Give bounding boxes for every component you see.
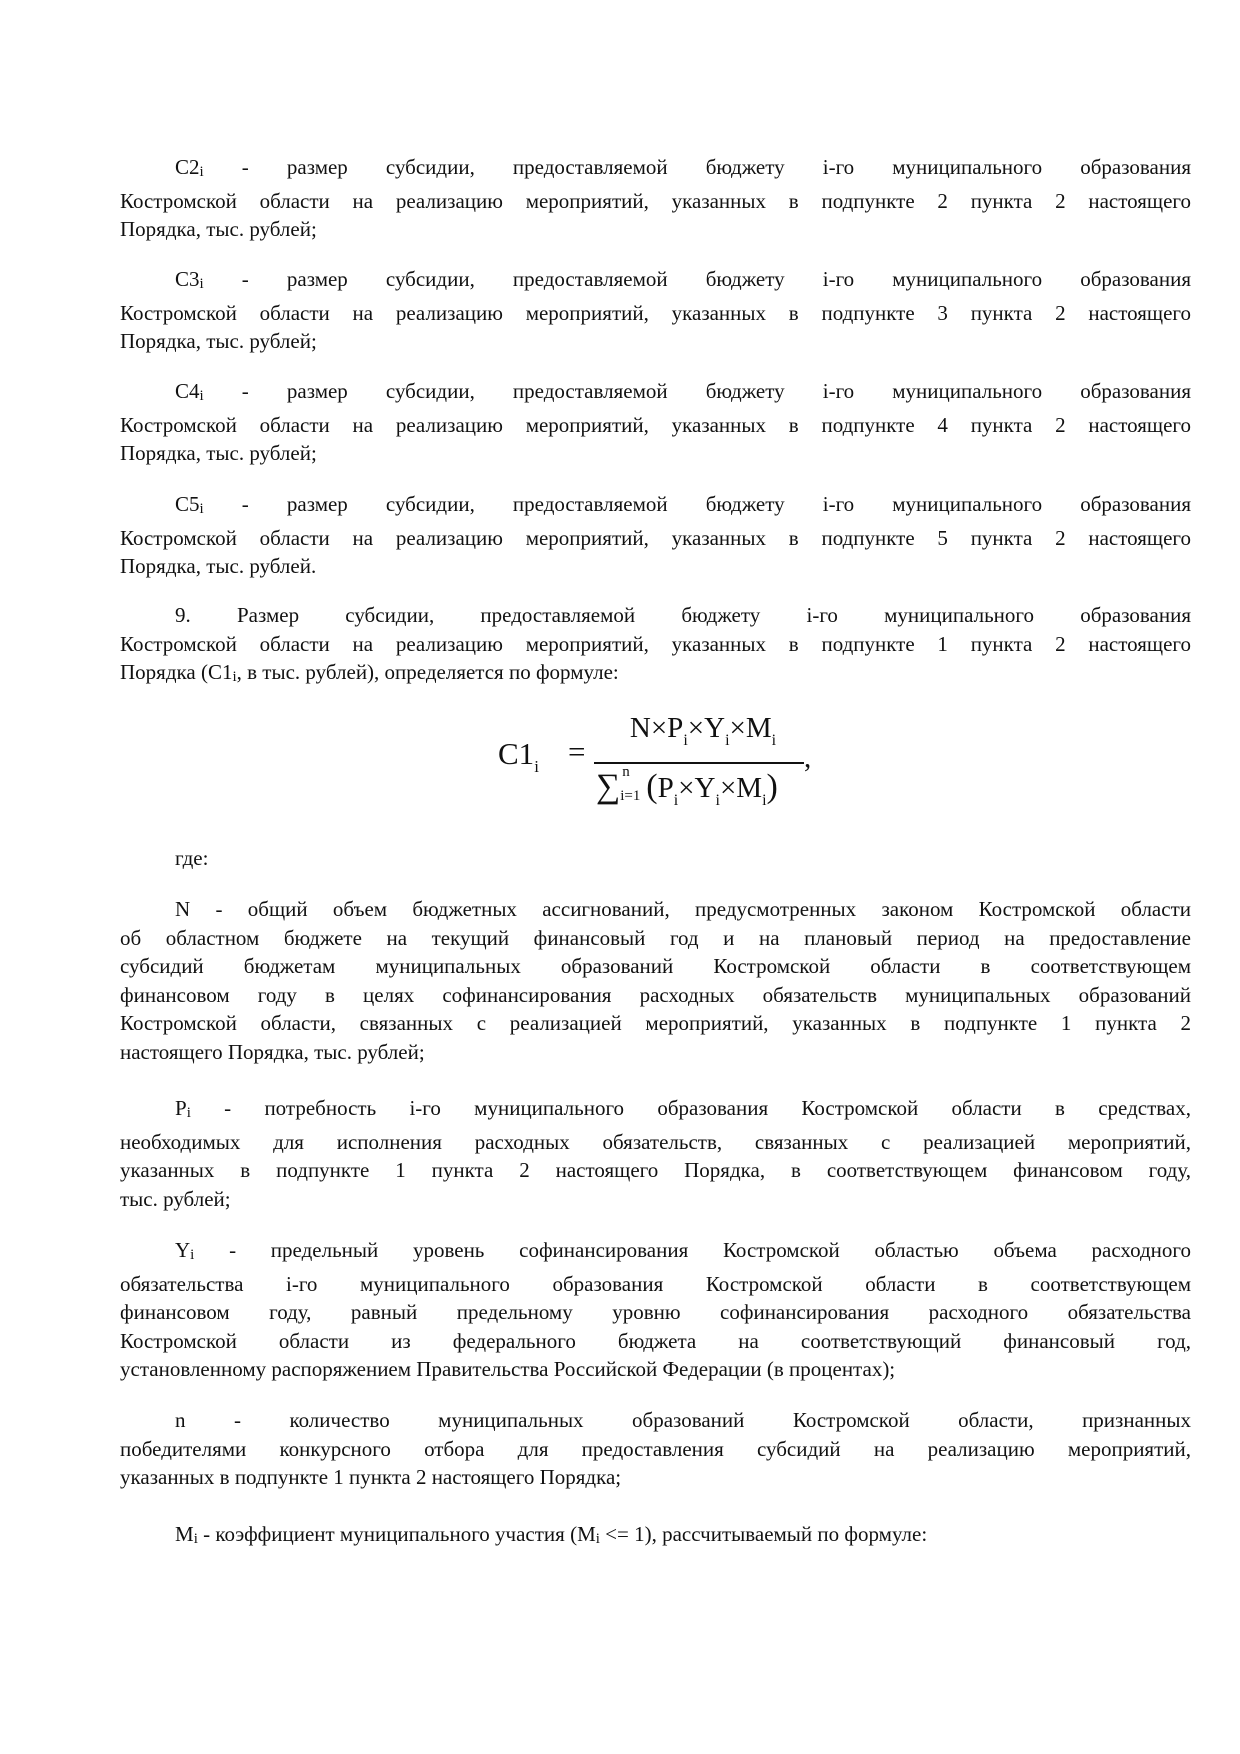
text-run: установленному распоряжением Правительства Российской Федерации (в процентах);	[120, 1357, 896, 1382]
formula-sum-upper: n	[622, 764, 630, 780]
text-run: - потребность i-го муниципального образования Костромской области в средствах,	[190, 1096, 1191, 1120]
formula-open-paren: (	[646, 768, 658, 805]
subscript: i	[725, 732, 730, 749]
text-run: победителями конкурсного отбора для предоставления субсидий на реализацию мероприятий,	[120, 1436, 1191, 1461]
paragraph-c3	[120, 265, 1191, 356]
text-run: ×M	[729, 712, 772, 744]
subscript: i	[193, 1531, 198, 1547]
subscript: i	[199, 276, 204, 292]
formula-lhs-subscript: i	[534, 757, 539, 776]
text-run: тыс. рублей;	[120, 1186, 231, 1211]
text-run: указанных в подпункте 1 пункта 2 настоящего Порядка, в соответствующем финансовом году,	[120, 1158, 1191, 1183]
subscript: i	[199, 501, 204, 517]
text-run: Порядка, тыс. рублей;	[120, 441, 317, 466]
formula-lhs	[498, 736, 539, 777]
text-line	[120, 411, 1191, 440]
text-run: - коэффициент муниципального участия (M	[197, 1522, 596, 1546]
text-run: N - общий объем бюджетных ассигнований, предусмотренных законом Костромской области	[175, 897, 1191, 921]
text-line	[120, 1463, 1191, 1492]
text-run: Порядка, тыс. рублей;	[120, 329, 317, 354]
text-run: P	[175, 1096, 187, 1120]
text-run: - размер субсидии, предоставляемой бюджету i-го муниципального образования	[203, 267, 1191, 291]
paragraph-c5	[120, 490, 1191, 581]
text-run: - размер субсидии, предоставляемой бюджету i-го муниципального образования	[203, 155, 1191, 179]
paragraph-def-n-total	[120, 895, 1191, 1067]
text-run: финансовом году в целях софинансирования расходных обязательств муниципальных образований	[120, 982, 1191, 1007]
text-run: где:	[175, 846, 209, 870]
subscript: i	[762, 792, 767, 809]
subscript: i	[186, 1105, 191, 1121]
text-line	[120, 552, 1191, 581]
text-line	[120, 1009, 1191, 1038]
text-run: необходимых для исполнения расходных обязательств, связанных с реализацией мероприятий,	[120, 1129, 1191, 1154]
paragraph-def-p	[120, 1094, 1191, 1213]
text-line	[120, 1355, 1191, 1384]
subscript: i	[232, 669, 237, 686]
text-line	[120, 630, 1191, 659]
text-run: Костромской области на реализацию мероприятий, указанных в подпункте 2 пункта 2 настоящего	[120, 188, 1191, 213]
text-line	[120, 1520, 1191, 1554]
text-run: обязательства i-го муниципального образования Костромской области в соответствующем	[120, 1271, 1191, 1296]
text-line	[120, 215, 1191, 244]
subscript: i	[199, 388, 204, 404]
text-line	[120, 658, 1191, 692]
text-line	[120, 1406, 1191, 1435]
text-line	[120, 1298, 1191, 1327]
text-run: N×P	[629, 712, 684, 744]
text-line	[120, 1128, 1191, 1157]
formula-close-paren: )	[766, 768, 778, 805]
paragraph-item-9	[120, 601, 1191, 692]
formula-comma: ,	[804, 742, 812, 774]
text-run: ×Y	[678, 772, 716, 804]
formula-denominator-terms	[657, 772, 767, 809]
text-run: M	[175, 1522, 194, 1546]
text-line	[120, 924, 1191, 953]
text-run: субсидий бюджетам муниципальных образований Костромской области в соответствующем	[120, 954, 1191, 979]
text-line	[120, 490, 1191, 524]
paragraph-c2	[120, 153, 1191, 244]
text-line	[120, 439, 1191, 468]
text-run: n - количество муниципальных образований Костромской области, признанных	[175, 1408, 1191, 1432]
text-line	[120, 981, 1191, 1010]
text-line	[120, 1094, 1191, 1128]
text-line	[120, 1156, 1191, 1185]
text-run: C5	[175, 492, 200, 516]
text-run: Костромской области на реализацию мероприятий, указанных в подпункте 4 пункта 2 настоящего	[120, 412, 1191, 437]
text-run: 9. Размер субсидии, предоставляемой бюджету i-го муниципального образования	[175, 603, 1191, 627]
text-line	[120, 895, 1191, 924]
text-run: Костромской области, связанных с реализацией мероприятий, указанных в подпункте 1 пункта 2	[120, 1011, 1191, 1036]
text-line	[120, 601, 1191, 630]
text-line	[120, 524, 1191, 553]
text-run: Порядка (C1	[120, 660, 233, 685]
text-run: Костромской области из федерального бюджета на соответствующий финансовый год,	[120, 1328, 1191, 1353]
text-line	[120, 187, 1191, 216]
formula-numerator	[603, 712, 803, 750]
formula-sum-lower: i=1	[620, 788, 641, 804]
text-run: Y	[175, 1238, 191, 1262]
text-run: - размер субсидии, предоставляемой бюджету i-го муниципального образования	[203, 379, 1191, 403]
text-line	[120, 299, 1191, 328]
text-run: об областном бюджете на текущий финансовый год и на плановый период на предоставление	[120, 925, 1191, 950]
text-line	[120, 844, 1191, 873]
text-line	[120, 1038, 1191, 1067]
text-run: указанных в подпункте 1 пункта 2 настоящего Порядка;	[120, 1465, 622, 1490]
subscript: i	[673, 792, 679, 809]
text-line	[120, 265, 1191, 299]
subscript: i	[771, 732, 777, 749]
paragraph-def-n-count	[120, 1406, 1191, 1492]
text-run: финансовом году, равный предельному уровню софинансирования расходного обязательства	[120, 1300, 1191, 1325]
text-line	[120, 327, 1191, 356]
text-line	[120, 153, 1191, 187]
text-run: ×M	[719, 772, 763, 804]
paragraph-c4	[120, 377, 1191, 468]
text-line	[120, 1185, 1191, 1214]
formula-sum-sign: ∑	[596, 768, 621, 805]
subscript: i	[199, 164, 204, 180]
text-run: Костромской области на реализацию мероприятий, указанных в подпункте 3 пункта 2 настоящего	[120, 300, 1191, 325]
subscript: i	[190, 1247, 195, 1263]
text-line	[120, 952, 1191, 981]
paragraph-def-m	[120, 1520, 1191, 1554]
text-run: P	[657, 772, 674, 804]
text-run: C2	[175, 155, 200, 179]
paragraph-where	[120, 844, 1191, 873]
subscript: i	[715, 792, 720, 809]
text-line	[120, 377, 1191, 411]
subscript: i	[683, 732, 688, 749]
formula-sum-limits	[620, 764, 646, 804]
text-run: Порядка, тыс. рублей.	[120, 554, 317, 579]
text-run: настоящего Порядка, тыс. рублей;	[120, 1039, 425, 1064]
text-line	[120, 1270, 1191, 1299]
subscript: i	[595, 1531, 600, 1547]
text-line	[120, 1435, 1191, 1464]
formula-lhs-symbol: C1	[498, 736, 535, 771]
text-run: C4	[175, 379, 200, 403]
text-run: Порядка, тыс. рублей;	[120, 217, 317, 242]
formula-equals: =	[568, 734, 586, 769]
text-run: C3	[175, 267, 200, 291]
paragraph-def-y	[120, 1236, 1191, 1384]
text-run: - размер субсидии, предоставляемой бюджету i-го муниципального образования	[203, 492, 1191, 516]
text-run: Костромской области на реализацию мероприятий, указанных в подпункте 5 пункта 2 настоящего	[120, 525, 1191, 550]
text-run: - предельный уровень софинансирования Костромской областью объема расходного	[194, 1238, 1191, 1262]
formula-denominator	[596, 764, 778, 810]
text-line	[120, 1327, 1191, 1356]
text-run: , в тыс. рублей), определяется по формуле:	[236, 660, 619, 685]
text-line	[120, 1236, 1191, 1270]
text-run: <= 1), рассчитываемый по формуле:	[599, 1522, 928, 1546]
text-run: Костромской области на реализацию мероприятий, указанных в подпункте 1 пункта 2 настоящего	[120, 631, 1191, 656]
text-run: ×Y	[687, 712, 726, 744]
